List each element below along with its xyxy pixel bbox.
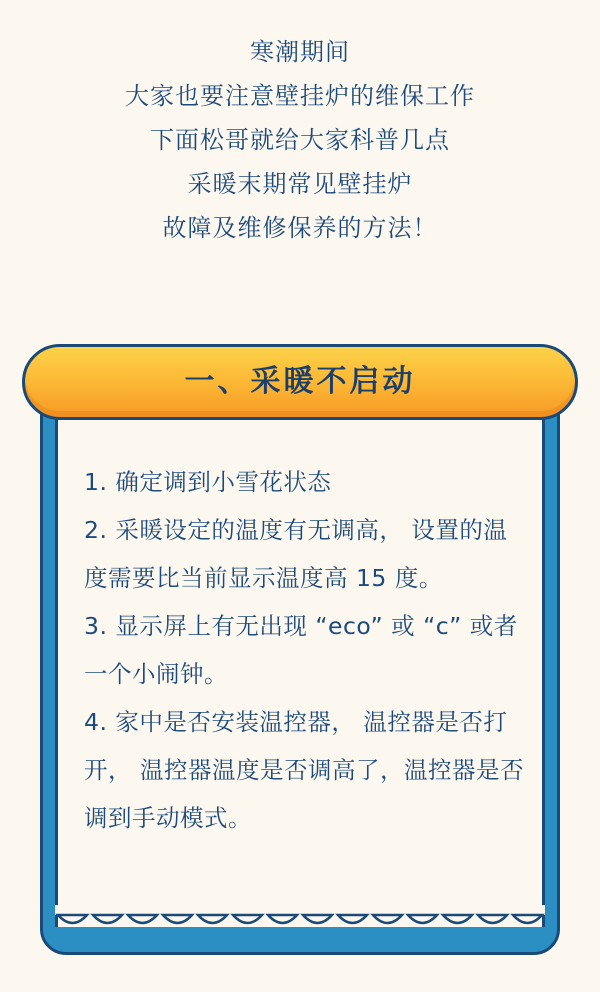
intro-line-2: 大家也要注意壁挂炉的维保工作 (125, 82, 475, 110)
section-title: 一、采暖不启动 (184, 364, 416, 399)
list-item: 2. 采暖设定的温度有无调高， 设置的温度需要比当前显示温度高 15 度。 (84, 516, 508, 592)
scallop (163, 915, 192, 923)
scallop (93, 915, 122, 923)
scallop (58, 915, 87, 923)
scallop (443, 915, 472, 923)
scallop (233, 915, 262, 923)
scallop (303, 915, 332, 923)
list-item: 4. 家中是否安装温控器， 温控器是否打开， 温控器温度是否调高了，温控器是否调到手动模式。 (84, 708, 524, 832)
section-content (84, 458, 524, 842)
scallop (478, 915, 507, 923)
scallop (408, 915, 437, 923)
list-item: 3. 显示屏上有无出现 “eco” 或 “c” 或者一个小闹钟。 (84, 612, 518, 688)
scallop (128, 915, 157, 923)
intro-line-5: 故障及维修保养的方法！ (162, 214, 438, 242)
intro-line-4: 采暖末期常见壁挂炉 (187, 170, 413, 198)
scallop (373, 915, 402, 923)
scallop (338, 915, 367, 923)
scallop (198, 915, 227, 923)
scallop (513, 915, 542, 923)
intro-line-3: 下面松哥就给大家科普几点 (150, 126, 450, 154)
intro-line-1: 寒潮期间 (250, 38, 350, 66)
intro-text (0, 30, 600, 250)
scalloped-edge (55, 905, 545, 929)
scallop (268, 915, 297, 923)
list-item: 1. 确定调到小雪花状态 (84, 468, 332, 496)
